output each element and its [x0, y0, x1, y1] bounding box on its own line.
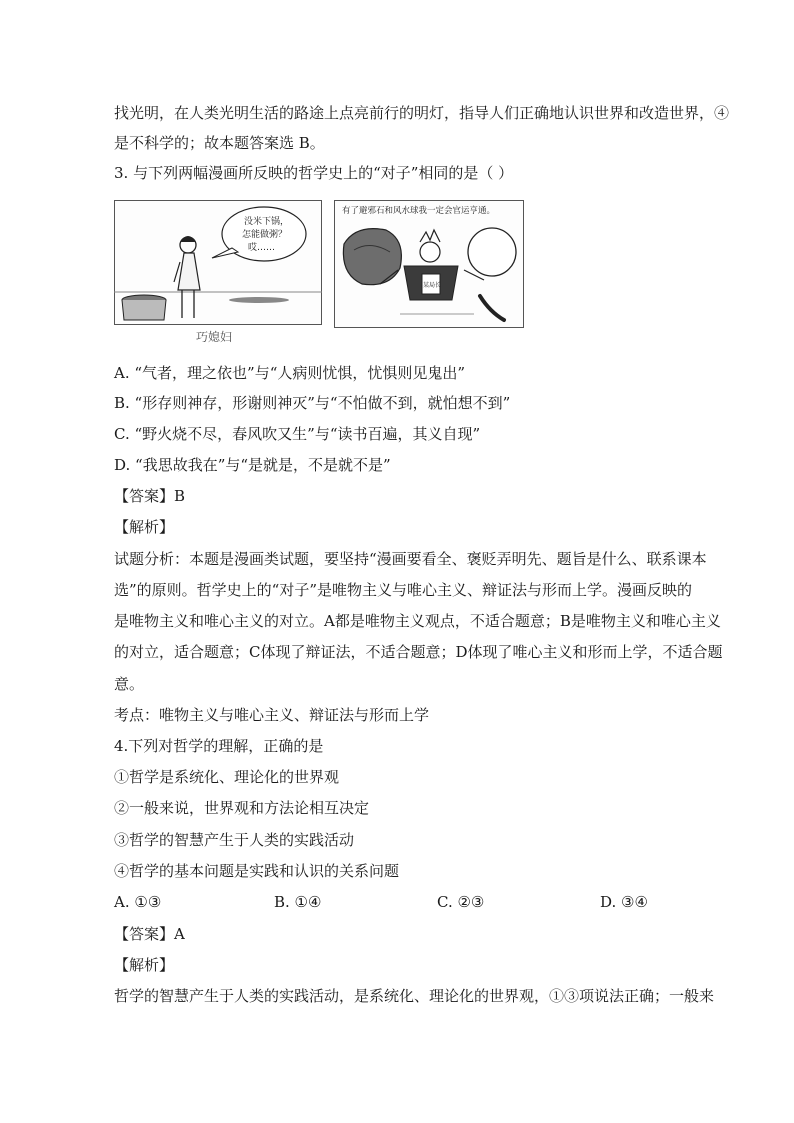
comic-left — [114, 200, 322, 348]
q4-analysis-title: 【解析】 — [114, 956, 175, 974]
q4-choice-b: B. ①④ — [274, 893, 322, 911]
q4-item-2: ②一般来说，世界观和方法论相互决定 — [114, 799, 370, 817]
comic-right-sign: 某局长 — [423, 282, 442, 289]
q4-choice-a: A. ①③ — [114, 893, 162, 911]
comic-right-banner: 有了避邪石和风水球我一定会官运亨通。 — [342, 206, 496, 216]
q3-option-d: D. “我思故我在”与“是就是，不是就不是” — [114, 456, 391, 474]
comic-left-bubble-line-3: 哎…… — [248, 243, 276, 253]
q4-item-4: ④哲学的基本问题是实践和认识的关系问题 — [114, 862, 400, 880]
q3-option-b: B. “形存则神存，形谢则神灭”与“不怕做不到，就怕想不到” — [114, 394, 511, 412]
q4-item-3: ③哲学的智慧产生于人类的实践活动 — [114, 831, 355, 849]
q3-analysis-line-5: 意。 — [114, 675, 145, 693]
q3-option-a: A. “气者，理之依也”与“人病则忧惧，忧惧则见鬼出” — [114, 364, 466, 382]
q4-analysis-line-1: 哲学的智慧产生于人类的实践活动，是系统化、理论化的世界观，①③项说法正确；一般来 — [114, 987, 715, 1005]
q4-choice-d: D. ③④ — [600, 893, 648, 911]
q4-choice-c: C. ②③ — [437, 893, 485, 911]
q3-analysis-line-2: 选”的原则。哲学史上的“对子”是唯物主义与唯心主义、辩证法与形而上学。漫画反映的 — [114, 581, 693, 599]
q3-stem: 3. 与下列两幅漫画所反映的哲学史上的“对子”相同的是（ ） — [114, 164, 514, 182]
intro-line-2: 是不科学的；故本题答案选 B。 — [114, 134, 325, 152]
q3-option-c: C. “野火烧不尽，春风吹又生”与“读书百遍，其义自现” — [114, 425, 481, 443]
q3-answer: 【答案】B — [114, 487, 186, 505]
q4-stem: 4.下列对哲学的理解，正确的是 — [114, 737, 324, 755]
comic-left-bubble-line-2: 怎能做粥？ — [242, 230, 288, 240]
q3-analysis-line-4: 的对立，适合题意；C体现了辩证法，不适合题意；D体现了唯心主义和形而上学，不适合题 — [114, 643, 723, 661]
q4-answer: 【答案】A — [114, 925, 185, 943]
comic-left-bubble-line-1: 没米下锅， — [244, 217, 290, 227]
q3-analysis-line-3: 是唯物主义和唯心主义的对立。A都是唯物主义观点，不适合题意；B是唯物主义和唯心主义 — [114, 612, 721, 630]
comic-right-drawing — [334, 200, 524, 330]
intro-line-1: 找光明，在人类光明生活的路途上点亮前行的明灯，指导人们正确地认识世界和改造世界，④ — [114, 104, 730, 122]
q3-analysis-line-1: 试题分析：本题是漫画类试题，要坚持“漫画要看全、褒贬弄明先、题旨是什么、联系课本 — [114, 550, 707, 568]
q3-analysis-title: 【解析】 — [114, 518, 175, 536]
q3-keypoint: 考点：唯物主义与唯心主义、辩证法与形而上学 — [114, 706, 430, 724]
q4-item-1: ①哲学是系统化、理论化的世界观 — [114, 768, 340, 786]
comic-left-drawing — [114, 200, 322, 348]
comic-left-caption: 巧媳妇 — [196, 330, 233, 344]
comic-right — [334, 200, 524, 330]
